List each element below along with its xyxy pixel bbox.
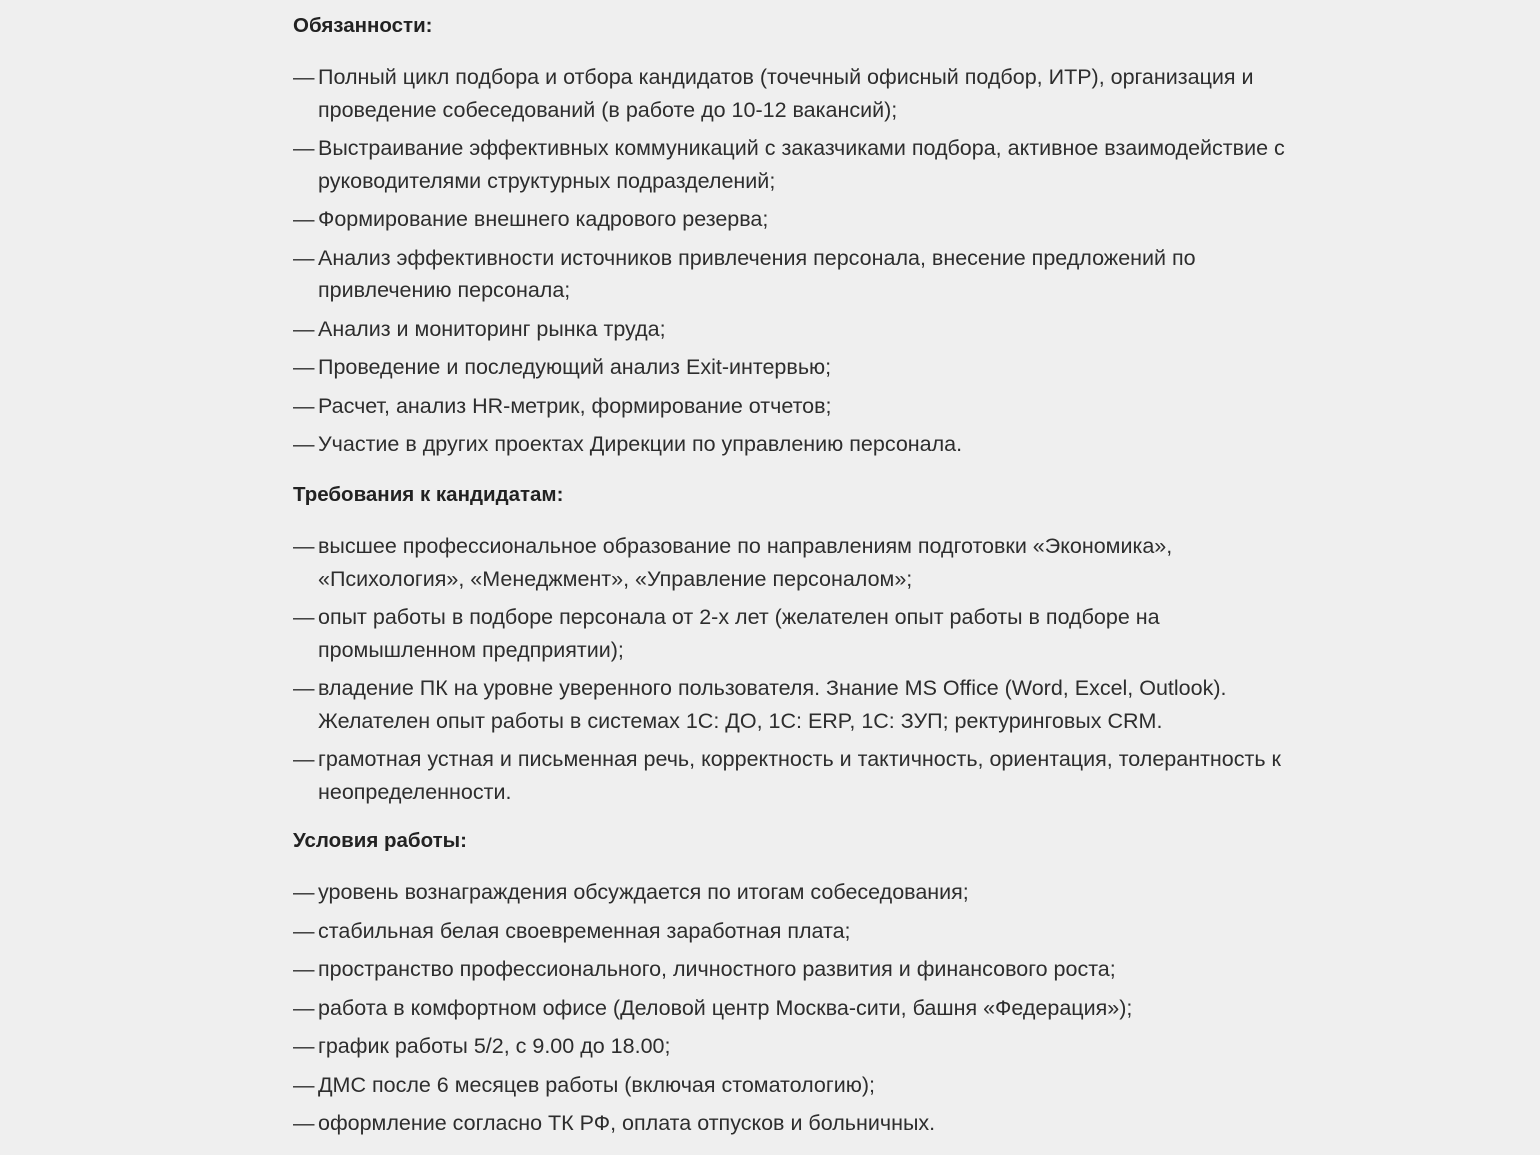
section-heading-requirements: Требования к кандидатам:	[293, 483, 564, 506]
list-item	[293, 428, 1293, 461]
list-item-text: Анализ и мониторинг рынка труда;	[318, 316, 666, 341]
dash-bullet: —	[293, 65, 315, 89]
list-item-text: высшее профессиональное образование по направлениям подготовки «Экономика», «Психология», «Менеджмент», «Управление персоналом»;	[318, 534, 1173, 591]
list-item	[293, 530, 1293, 595]
dash-bullet: —	[293, 207, 315, 231]
dash-bullet: —	[293, 393, 315, 418]
list-item	[293, 203, 1293, 236]
list-item-text: Полный цикл подбора и отбора кандидатов (точечный офисный подбор, ИТР), организация и проведение собеседований (в работе до 10-12 вакансий);	[318, 65, 1254, 122]
dash-bullet: —	[293, 534, 315, 558]
dash-bullet: —	[293, 880, 315, 904]
list-item	[293, 313, 1293, 346]
list-item	[293, 992, 1293, 1025]
requirements-list	[293, 530, 1293, 808]
dash-bullet: —	[293, 136, 315, 160]
list-item-text: оформление согласно ТК РФ, оплата отпусков и больничных.	[318, 1111, 936, 1135]
list-item-text: Выстраивание эффективных коммуникаций с заказчиками подбора, активное взаимодействие с руководителями структурных подразделений;	[318, 136, 1285, 193]
dash-bullet: —	[293, 995, 315, 1020]
list-item-text: Анализ эффективности источников привлечения персонала, внесение предложений по привлечению персонала;	[318, 245, 1196, 302]
list-item	[293, 1030, 1293, 1063]
list-item-text: Расчет, анализ HR-метрик, формирование отчетов;	[318, 393, 832, 418]
section-heading-conditions: Условия работы:	[293, 829, 467, 852]
dash-bullet: —	[293, 957, 315, 981]
dash-bullet: —	[293, 747, 315, 771]
dash-bullet: —	[293, 1072, 315, 1097]
list-item-text: опыт работы в подборе персонала от 2-х лет (желателен опыт работы в подборе на промышленном предприятии);	[318, 605, 1160, 662]
list-item	[293, 743, 1293, 808]
dash-bullet: —	[293, 1111, 315, 1135]
list-item	[293, 132, 1293, 197]
list-item-text: ДМС после 6 месяцев работы (включая стоматологию);	[318, 1072, 875, 1097]
list-item	[293, 915, 1293, 948]
list-item	[293, 876, 1293, 909]
list-item	[293, 672, 1293, 737]
list-item-text: уровень вознаграждения обсуждается по итогам собеседования;	[318, 880, 969, 904]
list-item	[293, 242, 1293, 307]
dash-bullet: —	[293, 676, 315, 700]
list-item	[293, 351, 1293, 384]
list-item-text: пространство профессионального, личностного развития и финансового роста;	[318, 957, 1116, 981]
section-heading-duties: Обязанности:	[293, 14, 433, 37]
conditions-list	[293, 876, 1293, 1140]
list-item	[293, 1069, 1293, 1102]
list-item-text: Проведение и последующий анализ Exit-интервью;	[318, 355, 832, 379]
list-item-text: график работы 5/2, с 9.00 до 18.00;	[318, 1034, 671, 1058]
list-item	[293, 601, 1293, 666]
dash-bullet: —	[293, 918, 315, 943]
dash-bullet: —	[293, 245, 315, 270]
list-item	[293, 390, 1293, 423]
dash-bullet: —	[293, 316, 315, 341]
list-item-text: работа в комфортном офисе (Деловой центр Москва-сити, башня «Федерация»);	[318, 995, 1133, 1020]
list-item-text: Формирование внешнего кадрового резерва;	[318, 207, 769, 231]
dash-bullet: —	[293, 432, 315, 456]
list-item-text: владение ПК на уровне уверенного пользователя. Знание MS Office (Word, Excel, Outlook). Желателен опыт работы в системах 1С: ДО, 1С: ERP, 1С: ЗУП; ректуринговых CRM.	[318, 676, 1227, 733]
list-item-text: стабильная белая своевременная заработная плата;	[318, 918, 851, 943]
list-item-text: Участие в других проектах Дирекции по управлению персонала.	[318, 432, 963, 456]
dash-bullet: —	[293, 605, 315, 629]
list-item	[293, 61, 1293, 126]
duties-list	[293, 61, 1293, 461]
dash-bullet: —	[293, 1034, 315, 1058]
list-item	[293, 953, 1293, 986]
list-item	[293, 1107, 1293, 1140]
dash-bullet: —	[293, 355, 315, 379]
list-item-text: грамотная устная и письменная речь, корректность и тактичность, ориентация, толерантность к неопределенности.	[318, 747, 1281, 804]
